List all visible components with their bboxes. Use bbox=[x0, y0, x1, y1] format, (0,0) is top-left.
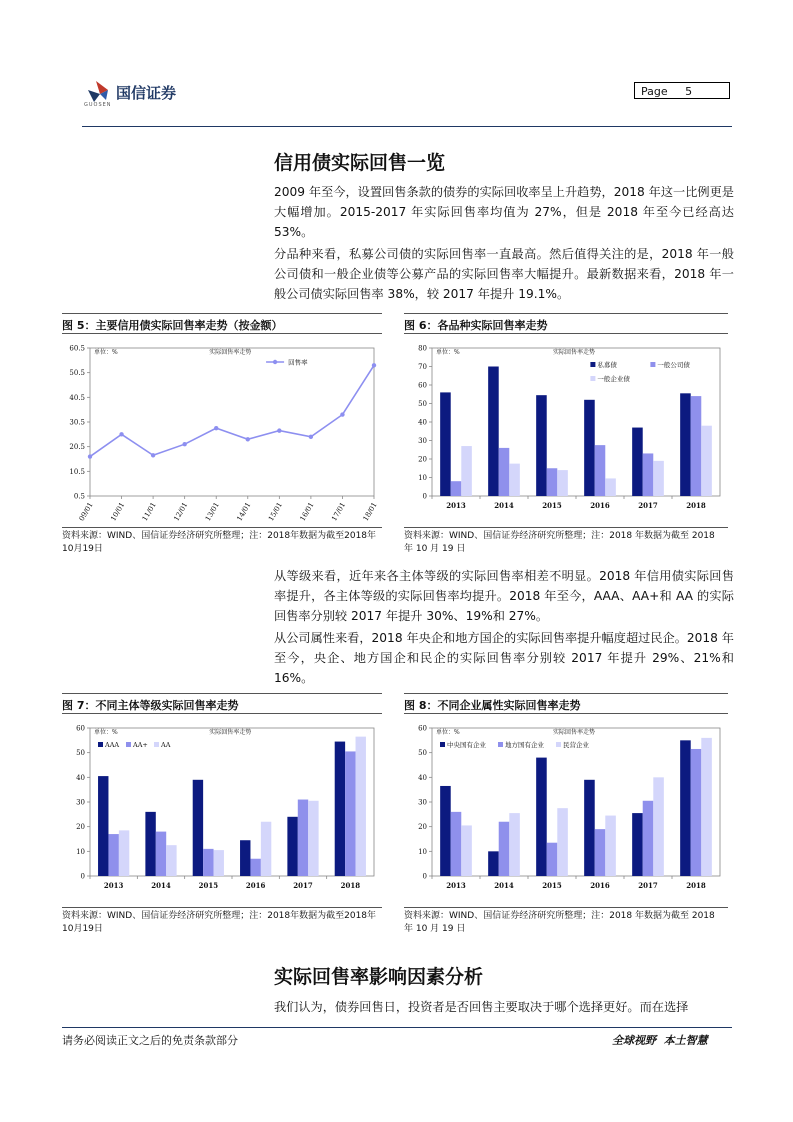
bar-中央国有企业 bbox=[632, 813, 643, 876]
bar-私募债 bbox=[680, 393, 691, 496]
bar-AA+ bbox=[250, 859, 260, 876]
plot-frame bbox=[432, 728, 720, 876]
y-tick-label: 30.5 bbox=[69, 418, 85, 427]
page-label: Page bbox=[641, 85, 668, 98]
y-tick-label: 10.5 bbox=[69, 467, 85, 476]
legend-label: 民营企业 bbox=[563, 741, 589, 749]
bar-AA bbox=[214, 850, 224, 876]
y-tick-label: 20.5 bbox=[69, 443, 85, 452]
legend-label: 一般公司债 bbox=[657, 361, 690, 369]
bar-民营企业 bbox=[605, 816, 616, 876]
x-tick-label: 2015 bbox=[542, 501, 562, 510]
x-tick-label: 13/01 bbox=[203, 501, 221, 523]
bar-民营企业 bbox=[509, 813, 520, 876]
data-point bbox=[277, 428, 281, 432]
bar-一般公司债 bbox=[451, 481, 462, 496]
section-title-1: 信用债实际回售一览 bbox=[274, 152, 446, 174]
legend-label: 地方国有企业 bbox=[505, 741, 544, 749]
y-tick-label: 20 bbox=[418, 455, 427, 464]
x-tick-label: 2016 bbox=[245, 881, 266, 890]
brand-logo bbox=[82, 78, 212, 106]
y-tick-label: 60 bbox=[418, 381, 427, 390]
page-number: 5 bbox=[685, 85, 693, 98]
bar-AA bbox=[261, 822, 271, 876]
data-point bbox=[246, 437, 250, 441]
y-tick-label: 70 bbox=[418, 363, 427, 371]
legend-swatch bbox=[650, 362, 655, 367]
bar-民营企业 bbox=[701, 738, 712, 876]
y-tick-label: 80 bbox=[418, 344, 427, 353]
paragraph-4: 从公司属性来看，2018 年央企和地方国企的实际回售率提升幅度超过民企。2018 年至今，央企、地方国企和民企的实际回售率分别较 2017 年提升 29%、21%和 16%。 bbox=[274, 631, 734, 685]
y-tick-label: 50 bbox=[76, 749, 85, 758]
fig7-title: 图 7：不同主体等级实际回售率走势 bbox=[62, 699, 239, 712]
fig6-title: 图 6：各品种实际回售率走势 bbox=[404, 319, 548, 332]
fig6-bottom-rule bbox=[404, 527, 728, 528]
fig7-top-rule bbox=[62, 693, 382, 694]
data-point bbox=[214, 426, 218, 430]
bar-AAA bbox=[287, 817, 297, 876]
bar-一般企业债 bbox=[509, 464, 520, 496]
x-tick-label: 2017 bbox=[638, 881, 658, 890]
y-tick-label: 60.5 bbox=[69, 344, 85, 353]
bar-一般企业债 bbox=[461, 446, 472, 496]
bar-地方国有企业 bbox=[499, 822, 510, 876]
bar-AA bbox=[356, 737, 366, 876]
bar-中央国有企业 bbox=[536, 758, 547, 876]
legend-label: AA+ bbox=[133, 741, 148, 749]
x-tick-label: 2014 bbox=[151, 881, 171, 890]
bar-AAA bbox=[335, 742, 345, 876]
x-tick-label: 2016 bbox=[590, 501, 610, 510]
data-point bbox=[119, 432, 123, 436]
bar-地方国有企业 bbox=[691, 749, 702, 876]
fig7-chart bbox=[62, 716, 382, 906]
fig6-source: 资料来源：WIND、国信证券经济研究所整理；注：2018 年数据为截至 2018 年 10 月 19 日 bbox=[404, 531, 715, 554]
chart-inner-title: 实际回售率走势 bbox=[209, 729, 252, 736]
paragraph-2: 分品种来看，私募公司债的实际回售率一直最高。然后值得关注的是，2018 年一般公司债和一般企业债等公募产品的实际回售率大幅提升。最新数据来看，2018 年一般公司债实际回售率 38%，较 2017 年提升 19.1%。 bbox=[274, 247, 734, 301]
legend-swatch bbox=[154, 742, 159, 747]
x-tick-label: 09/01 bbox=[77, 501, 95, 523]
y-tick-label: 50 bbox=[418, 400, 427, 408]
y-tick-label: 50.5 bbox=[69, 369, 85, 378]
y-tick-label: 0 bbox=[422, 492, 427, 501]
fig7-bottom-rule bbox=[62, 907, 382, 908]
x-tick-label: 2015 bbox=[542, 881, 562, 890]
fig5-title-rule bbox=[62, 333, 382, 334]
footer-disclaimer: 请务必阅读正文之后的免责条款部分 bbox=[62, 1034, 238, 1047]
fig6-chart bbox=[404, 336, 728, 526]
legend-label: 回售率 bbox=[288, 358, 308, 367]
fig5-source: 资料来源：WIND、国信证券经济研究所整理；注：2018年数据为截至2018年10月19日 bbox=[62, 531, 377, 554]
data-point bbox=[151, 453, 155, 457]
x-tick-label: 2013 bbox=[446, 881, 466, 890]
brand-sub: GUOSEN bbox=[84, 102, 112, 108]
data-point bbox=[340, 412, 344, 416]
bar-AA bbox=[166, 845, 176, 876]
x-tick-label: 10/01 bbox=[109, 501, 127, 523]
data-point bbox=[88, 454, 92, 458]
y-tick-label: 40 bbox=[418, 418, 427, 427]
page-indicator bbox=[634, 82, 730, 99]
legend-swatch bbox=[590, 376, 595, 381]
y-tick-label: 50 bbox=[418, 749, 427, 758]
chart-inner-title: 实际回售率走势 bbox=[552, 729, 595, 736]
y-tick-label: 40 bbox=[418, 773, 427, 782]
bar-AAA bbox=[240, 840, 250, 876]
bar-一般公司债 bbox=[547, 468, 558, 496]
x-tick-label: 2017 bbox=[293, 881, 313, 890]
bar-一般公司债 bbox=[595, 445, 606, 496]
bar-私募债 bbox=[536, 395, 547, 496]
x-tick-label: 11/01 bbox=[140, 501, 158, 523]
paragraph-5: 我们认为，债券回售日，投资者是否回售主要取决于哪个选择更好。而在选择 bbox=[274, 1000, 689, 1014]
x-tick-label: 14/01 bbox=[235, 501, 253, 523]
data-point bbox=[372, 363, 376, 367]
y-tick-label: 30 bbox=[418, 437, 427, 445]
bar-AA+ bbox=[345, 751, 355, 876]
header-rule bbox=[82, 126, 732, 127]
x-tick-label: 2018 bbox=[686, 881, 706, 890]
y-tick-label: 40 bbox=[76, 773, 85, 782]
fig6-title-rule bbox=[404, 333, 728, 334]
bar-一般公司债 bbox=[643, 453, 654, 496]
fig8-title-rule bbox=[404, 713, 728, 714]
bar-民营企业 bbox=[461, 825, 472, 876]
bar-AA+ bbox=[203, 849, 213, 876]
x-tick-label: 18/01 bbox=[361, 501, 379, 523]
bar-AAA bbox=[98, 776, 108, 876]
fig8-source: 资料来源：WIND、国信证券经济研究所整理；注：2018 年数据为截至 2018 年 10 月 19 日 bbox=[404, 911, 715, 934]
bar-私募债 bbox=[488, 367, 499, 497]
y-tick-label: 10 bbox=[76, 847, 85, 856]
y-tick-label: 60 bbox=[418, 724, 427, 733]
fig5-chart bbox=[62, 336, 382, 526]
fig7-source: 资料来源：WIND、国信证券经济研究所整理；注：2018年数据为截至2018年10月19日 bbox=[62, 911, 377, 934]
plot-frame bbox=[90, 728, 374, 876]
legend-swatch bbox=[498, 742, 503, 747]
fig5-title: 图 5：主要信用债实际回售率走势（按金额） bbox=[62, 319, 283, 332]
bar-一般公司债 bbox=[499, 448, 510, 496]
x-tick-label: 17/01 bbox=[330, 501, 348, 523]
paragraph-1: 2009 年至今，设置回售条款的债券的实际回收率呈上升趋势，2018 年这一比例更是大幅增加。2015-2017 年实际回售率均值为 27%，但是 2018 年至今已经高达 53%。 bbox=[274, 185, 734, 239]
fig7-title-rule bbox=[62, 713, 382, 714]
chart-inner-title: 实际回售率走势 bbox=[552, 349, 595, 356]
x-tick-label: 2016 bbox=[590, 881, 610, 890]
bar-中央国有企业 bbox=[440, 786, 451, 876]
bar-一般企业债 bbox=[557, 470, 568, 496]
x-tick-label: 2015 bbox=[198, 881, 219, 890]
fig5-bottom-rule bbox=[62, 527, 382, 528]
series-line-回售率 bbox=[90, 365, 374, 456]
bar-AA+ bbox=[298, 800, 308, 876]
bar-地方国有企业 bbox=[451, 812, 462, 876]
x-tick-label: 12/01 bbox=[172, 501, 190, 523]
plot-frame bbox=[432, 348, 720, 496]
y-tick-label: 30 bbox=[418, 798, 427, 807]
unit-label: 单位：% bbox=[94, 349, 118, 356]
fig8-title: 图 8：不同企业属性实际回售率走势 bbox=[404, 699, 581, 712]
bar-私募债 bbox=[584, 400, 595, 496]
legend-swatch bbox=[98, 742, 103, 747]
y-tick-label: 10 bbox=[418, 847, 427, 856]
bar-中央国有企业 bbox=[488, 851, 499, 876]
fig5-top-rule bbox=[62, 313, 382, 314]
bar-民营企业 bbox=[557, 808, 568, 876]
bar-地方国有企业 bbox=[595, 829, 606, 876]
bar-AA bbox=[119, 830, 129, 876]
bar-私募债 bbox=[632, 428, 643, 496]
unit-label: 单位：% bbox=[436, 349, 460, 356]
footer-slogan: 全球视野 本土智慧 bbox=[612, 1034, 708, 1047]
bar-一般企业债 bbox=[701, 426, 712, 496]
y-tick-label: 30 bbox=[76, 798, 85, 807]
legend-label: AAA bbox=[105, 741, 120, 749]
legend-label: AA bbox=[161, 741, 171, 749]
legend-label: 一般企业债 bbox=[597, 375, 630, 383]
bar-地方国有企业 bbox=[643, 801, 654, 876]
legend-label: 私募债 bbox=[597, 361, 617, 369]
bar-一般公司债 bbox=[691, 396, 702, 496]
legend-swatch bbox=[440, 742, 445, 747]
unit-label: 单位：% bbox=[94, 729, 118, 736]
bar-地方国有企业 bbox=[547, 843, 558, 876]
data-point bbox=[182, 442, 186, 446]
bar-民营企业 bbox=[653, 777, 664, 876]
unit-label: 单位：% bbox=[436, 729, 460, 736]
fig8-bottom-rule bbox=[404, 907, 728, 908]
section-title-2: 实际回售率影响因素分析 bbox=[274, 966, 484, 988]
bar-AA bbox=[308, 801, 318, 876]
bar-AAA bbox=[193, 780, 203, 876]
legend-swatch bbox=[590, 362, 595, 367]
bar-AA+ bbox=[156, 832, 166, 876]
x-tick-label: 2013 bbox=[446, 501, 466, 510]
bar-AA+ bbox=[108, 834, 118, 876]
bar-AAA bbox=[145, 812, 155, 876]
paragraph-3: 从等级来看，近年来各主体等级的实际回售率相差不明显。2018 年信用债实际回售率提升，各主体等级的实际回售率均提升。2018 年至今，AAA、AA+和 AA 的实际回售率分别较 2017 年提升 30%、19%和 27%。 bbox=[274, 569, 734, 623]
brand-name: 国信证券 bbox=[116, 84, 177, 102]
data-point bbox=[309, 435, 313, 439]
y-tick-label: 20 bbox=[76, 823, 85, 832]
y-tick-label: 60 bbox=[76, 724, 85, 733]
x-tick-label: 2018 bbox=[686, 501, 706, 510]
x-tick-label: 2014 bbox=[494, 881, 514, 890]
y-tick-label: 40.5 bbox=[69, 393, 85, 402]
legend-swatch bbox=[556, 742, 561, 747]
bar-一般企业债 bbox=[605, 478, 616, 496]
bar-私募债 bbox=[440, 392, 451, 496]
x-tick-label: 2013 bbox=[103, 881, 124, 890]
legend-label: 中央国有企业 bbox=[447, 741, 486, 749]
y-tick-label: 0 bbox=[80, 872, 85, 881]
fig8-top-rule bbox=[404, 693, 728, 694]
bar-中央国有企业 bbox=[680, 740, 691, 876]
x-tick-label: 16/01 bbox=[298, 501, 316, 523]
x-tick-label: 2018 bbox=[340, 881, 361, 890]
y-tick-label: 0.5 bbox=[73, 492, 85, 501]
y-tick-label: 20 bbox=[418, 823, 427, 832]
chart-inner-title: 实际回售率走势 bbox=[209, 349, 252, 356]
y-tick-label: 0 bbox=[422, 872, 427, 881]
legend-marker bbox=[273, 360, 277, 364]
x-tick-label: 2017 bbox=[638, 501, 658, 510]
y-tick-label: 10 bbox=[418, 474, 427, 482]
x-tick-label: 2014 bbox=[494, 501, 514, 510]
bar-中央国有企业 bbox=[584, 780, 595, 876]
legend-swatch bbox=[126, 742, 131, 747]
footer-rule bbox=[62, 1027, 732, 1028]
fig8-chart bbox=[404, 716, 728, 906]
bar-一般企业债 bbox=[653, 461, 664, 496]
x-tick-label: 15/01 bbox=[267, 501, 285, 523]
fig6-top-rule bbox=[404, 313, 728, 314]
